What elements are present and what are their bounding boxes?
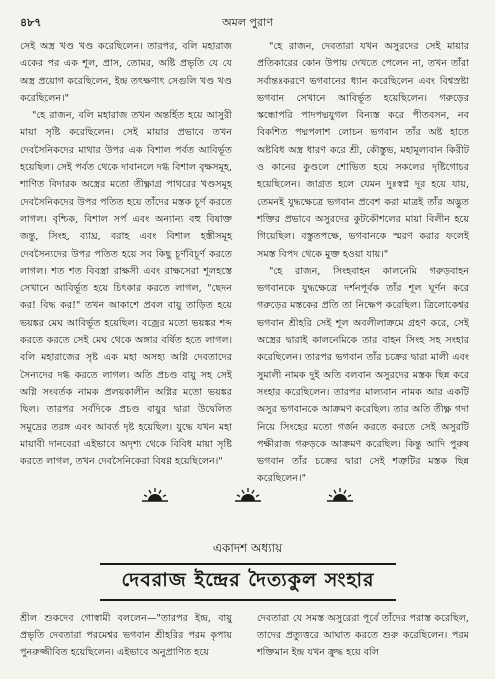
left-column xyxy=(20,38,232,478)
running-title: অমল পুরাণ xyxy=(222,16,273,29)
paragraph: "হে রাজন, সিংহবাহন কালনেমি গরুড়বাহন ভগবানকে যুদ্ধক্ষেত্রে দর্শনপূর্বক তাঁর শূল ঘূর্ণন করে গরুড়ের মস্তকের প্রতি তা নিক্ষেপ করেছিল। ত্রিলোকেশ্বর ভগবান শ্রীহরি সেই শূল অবলীলাক্রমে গ্রহণ করে, সেই অস্ত্রের দ্বারাই কালনেমিকে তার বাহন সিংহ সহ সংহার করেছিলেন। তারপর ভগবান তাঁর চক্রের দ্বারা মালী এবং সুমালী নামক দুই অতি বলবান অসুরদের মস্তক ছিন্ন করে সংহার করেছিলেন। তারপর মাল্যবান নামক আর একটি অসুর ভগবানকে আক্রমণ করেছিল। তার অতি তীক্ষ্ণ গদা নিয়ে সিংহের মতো গর্জন করতে করতে সেই অসুরটি পক্ষীরাজ গরুড়কে আক্রমণ করেছিল। কিন্তু আদি পুরুষ ভগবান তাঁর চক্রের দ্বারা সেই শত্রুটির মস্তক ছিন্ন করেছিলেন।" xyxy=(257,265,469,485)
paragraph: দেবতারা যে সমস্ত অসুরেরা পূর্বে তাঁদের পরাস্ত করেছিল, তাদের প্রত্যুত্তরে আঘাত করতে শুরু করেছিলেন। পরম শক্তিমান ইন্দ্র যখন ক্রুদ্ধ হয়ে বলি xyxy=(257,613,469,658)
sun-ornament-icon xyxy=(140,486,170,502)
paragraph: শ্রীল শুকদেব গোস্বামী বললেন—"তারপর ইন্দ্র, বায়ু প্রভৃতি দেবতারা পরমেশ্বর ভগবান শ্রীহরির পরম কৃপায় পুনরুজ্জীবিত হয়েছিলেন। এইভাবে অনুপ্রাণিত হয়ে xyxy=(20,613,232,658)
chapter-body-right xyxy=(257,610,469,672)
chapter-number: একাদশ অধ্যায় xyxy=(212,541,283,555)
page-header xyxy=(20,14,475,32)
chapter-title xyxy=(100,563,396,601)
paragraph: "হে রাজন, বলি মহারাজ তখন অন্তর্হিত হয়ে আসুরী মায়া সৃষ্টি করেছিলেন। সেই মায়ার প্রভাবে তখন দেবসৈনিকদের মাথার উপর এক বিশাল পর্বত আবির্ভূত হয়েছিল। সেই পর্বত থেকে দাবানলে দগ্ধ বিশাল বৃক্ষসমূহ, শাণিত বিদারক অস্ত্রের মতো তীক্ষ্ণাগ্র পাথরের খণ্ডসমূহ দেবসৈনিকদের উপর পতিত হয়ে তাঁদের মস্তক চূর্ণ করতে লাগল। বৃশ্চিক, বিশাল সর্প এবং অন্যান্য বহু বিষাক্ত জন্তু, সিংহ, ব্যাঘ্র, বরাহ এবং বিশাল হস্তীসমূহ দেবসৈন্যদের উপর পতিত হয়ে সব কিছু চূর্ণবিচূর্ণ করতে লাগল। শত শত বিবস্ত্রা রাক্ষসী এবং রাক্ষসেরা শূলহস্তে সেখানে আবির্ভূত হয়ে চিৎকার করতে লাগল, "ছেদন কর! বিদ্ধ কর!" তখন আকাশে প্রবল বায়ু তাড়িত হয়ে ভয়ঙ্কর মেঘ আবির্ভূত হয়েছিল। বজ্রের মতো ভয়ঙ্কর শব্দ করতে করতে সেই মেঘ থেকে অঙ্গার বর্ষিত হতে লাগল। বলি মহারাজের সৃষ্ট এক মহা অসহ্য অগ্নি দেবতাদের সৈন্যদের দগ্ধ করতে লাগল। অতি প্রচণ্ড বায়ু সহ সেই অগ্নি সংবর্তক নামক প্রলয়কালীন অগ্নির মতো ভয়ঙ্কর ছিল। তারপর সর্বদিকে প্রচণ্ড বায়ুর দ্বারা উদ্বেলিত সমুদ্রের তরঙ্গ এবং আবর্ত দৃষ্ট হয়েছিল। যুদ্ধে যখন মহা মায়াবী দানবেরা এইভাবে অদৃশ্য থেকে বিবিধ মায়া সৃষ্টি করতে লাগল, তখন দেবসৈনিকেরা বিষণ্ণ হয়েছিলেন।" xyxy=(20,110,232,468)
section-divider xyxy=(140,484,355,502)
paragraph: "হে রাজন, দেবতারা যখন অসুরদের সেই মায়ার প্রতিকারের কোন উপায় দেখতে পেলেন না, তখন তাঁরা সর্বান্তঃকরণে ভগবানের ধ্যান করেছিলেন এবং বিশ্বস্রষ্টা ভগবান সেখানে আবির্ভূত হয়েছিলেন। গরুড়ের স্কন্ধোপরি পাদপদ্মযুগল বিন্যস্ত করে পীতবসন, নব বিকশিত পদ্মপলাশ লোচন ভগবান তাঁর অষ্ট হাতে অষ্টবিধ অস্ত্র ধারণ করে শ্রী, কৌস্তুভ, মহামূল্যবান কিরীট ও কানের কুণ্ডলে শোভিত হয়ে সকলের দৃষ্টিগোচর হয়েছিলেন। জাগ্রত হলে যেমন দুঃস্বপ্ন দূর হয়ে যায়, তেমনই যুদ্ধক্ষেত্রে ভগবান প্রবেশ করা মাত্রই তাঁর অদ্ভুত শক্তির প্রভাবে অসুরদের কুটকৌশলের মায়া বিলীন হয়ে গিয়েছিল। বস্তুতপক্ষে, ভগবানকে স্মরণ করার ফলেই সমস্ত বিপদ থেকে মুক্ত হওয়া যায়।" xyxy=(257,41,469,260)
paragraph: সেই অস্ত্র খণ্ড খণ্ড করেছিলেন। তারপর, বলি মহারাজ একের পর এক শূল, প্রাস, তোমর, অষ্টি প্রভৃতি যে যে অস্ত্র প্রয়োগ করেছিলেন, ইন্দ্র তৎক্ষণাৎ সেগুলি খণ্ড খণ্ড করেছিলেন।" xyxy=(20,41,232,104)
page-number: ৪৮৭ xyxy=(20,16,42,29)
sun-ornament-icon xyxy=(325,486,355,502)
sun-ornament-icon xyxy=(233,486,263,502)
chapter-body-left xyxy=(20,610,232,672)
right-column xyxy=(257,38,469,485)
chapter-title-text: দেবরাজ ইন্দ্রের দৈত্যকুল সংহার xyxy=(121,569,375,591)
